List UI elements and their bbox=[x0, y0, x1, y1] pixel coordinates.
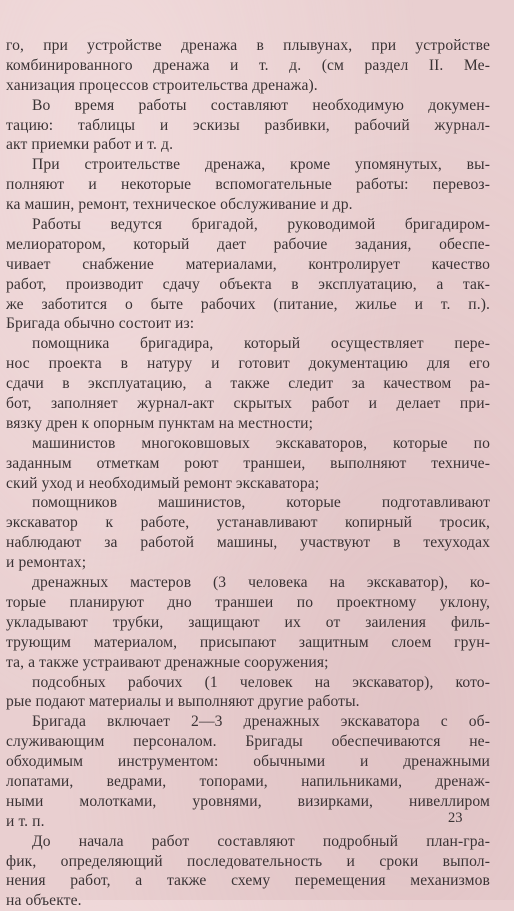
text-line: дренажных мастеров (3 человека на экскаватор), ко- bbox=[32, 574, 490, 592]
text-line: ными молотками, уровнями, визирками, нивеллиром bbox=[6, 792, 490, 810]
text-line: и ремонтах; bbox=[6, 554, 87, 572]
text-line: бот, заполняет журнал-акт скрытых работ и делает при- bbox=[6, 395, 490, 413]
text-line: До начала работ составляют подробный план-гра- bbox=[32, 832, 490, 850]
text-line: вязку дрен к опорным пунктам на местности; bbox=[6, 414, 314, 432]
text-line: При строительстве дренажа, кроме упомянутых, вы- bbox=[32, 156, 490, 174]
page-number: 23 bbox=[448, 810, 463, 826]
text-line: же заботится о быте рабочих (питание, жилье и т. п.). bbox=[6, 295, 490, 313]
text-line: нения работ, а также схему перемещения механизмов bbox=[6, 872, 490, 890]
text-line: полняют и некоторые вспомогательные работы: перевоз- bbox=[6, 176, 490, 194]
text-line: Во время работы составляют необходимую докумен- bbox=[32, 96, 490, 114]
text-line: мелиоратором, который дает рабочие задания, обеспе- bbox=[6, 235, 490, 253]
text-line: подсобных рабочих (1 человек на экскаватор), кото- bbox=[32, 673, 490, 691]
text-line: Бригада включает 2—3 дренажных экскаватора с об- bbox=[32, 713, 490, 731]
text-line: наблюдают за работой машины, участвуют в техуходах bbox=[6, 534, 490, 552]
text-line: торые планируют дно траншеи по проектному уклону, bbox=[6, 593, 490, 611]
text-line: укладывают трубки, защищают их от заиления филь- bbox=[6, 613, 490, 631]
text-line: акт приемки работ и т. д. bbox=[6, 136, 174, 154]
text-line: помощника бригадира, который осуществляет пере- bbox=[32, 335, 490, 353]
text-line: Бригада обычно состоит из: bbox=[6, 315, 195, 333]
text-line: на объекте. bbox=[6, 892, 82, 910]
text-line: комбинированного дренажа и т. д. (см раздел II. Ме- bbox=[6, 56, 490, 74]
text-line: нос проекта в натуру и готовит документацию для его bbox=[6, 355, 490, 373]
text-line: го, при устройстве дренажа в плывунах, при устройстве bbox=[6, 37, 490, 54]
text-line: та, а также устраивают дренажные сооружения; bbox=[6, 653, 329, 671]
text-line: машинистов многоковшовых экскаваторов, которые по bbox=[32, 434, 490, 452]
page-body-text bbox=[0, 36, 490, 911]
text-line: служивающим персоналом. Бригады обеспечиваются не- bbox=[6, 733, 490, 751]
text-line: обходимым инструментом: обычными и дренажными bbox=[6, 753, 490, 771]
book-page bbox=[0, 36, 514, 910]
text-line: тацию: таблицы и эскизы разбивки, рабочий журнал- bbox=[6, 116, 490, 134]
text-line: фик, определяющий последовательность и сроки выпол- bbox=[6, 852, 490, 870]
text-line: ханизация процессов строительства дренажа). bbox=[6, 76, 318, 94]
text-line: Работы ведутся бригадой, руководимой бригадиром- bbox=[32, 216, 490, 234]
text-line: лопатами, ведрами, топорами, напильниками, дренаж- bbox=[6, 772, 490, 790]
text-line: ка машин, ремонт, техническое обслуживание и др. bbox=[6, 196, 353, 214]
text-line: заданным отметкам роют траншеи, выполняют техниче- bbox=[6, 454, 490, 472]
text-line: ский уход и необходимый ремонт экскаватора; bbox=[6, 474, 320, 492]
text-line: и т. п. bbox=[6, 812, 45, 830]
text-line: работ, производит сдачу объекта в эксплуатацию, а так- bbox=[6, 275, 490, 293]
text-line: помощников машинистов, которые подготавливают bbox=[32, 494, 490, 512]
text-line: экскаватор к работе, устанавливают копирный тросик, bbox=[6, 514, 490, 532]
text-line: трующим материалом, присыпают защитным слоем грун- bbox=[6, 633, 490, 651]
text-line: чивает снабжение материалами, контролирует качество bbox=[6, 255, 490, 273]
text-line: рые подают материалы и выполняют другие работы. bbox=[6, 693, 360, 711]
text-line: сдачи в эксплуатацию, а также следит за качеством ра- bbox=[6, 375, 490, 393]
